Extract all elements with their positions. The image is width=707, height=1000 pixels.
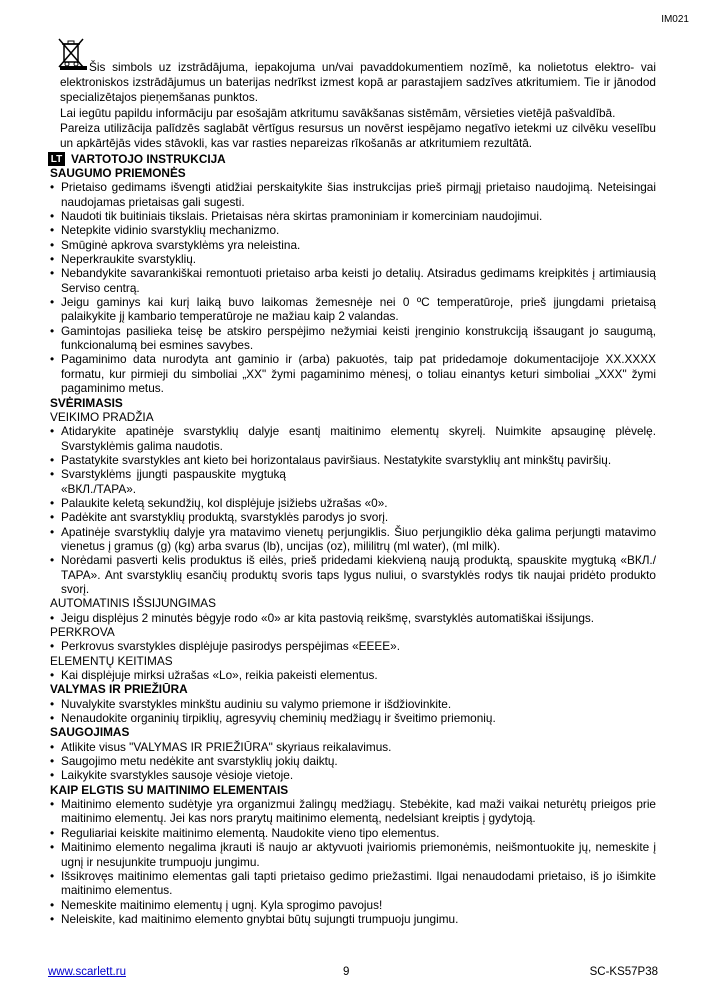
heading-start: VEIKIMO PRADŽIA (50, 409, 154, 424)
list-item: • Gamintojas pasilieka teisę be atskiro perspėjimo nežymiai keisti įrenginio konstrukciją išsaugant jo saugumą, funkcionalumą bei esmines savybes. (48, 324, 656, 353)
lv-disposal-text (60, 60, 656, 151)
list-item: • Naudoti tik buitiniais tikslais. Prietaisas nėra skirtas pramoniniam ir komerciniam naudojimui. (48, 209, 656, 223)
start-list (48, 424, 656, 596)
list-item: • Saugojimo metu nedėkite ant svarstyklių jokių daiktų. (48, 754, 656, 768)
list-item: • Neperkraukite svarstyklių. (48, 252, 656, 266)
storage-list (48, 740, 656, 783)
list-item: • Laikykite svarstykles sausoje vėsioje vietoje. (48, 768, 656, 782)
list-item: • Norėdami pasverti kelis produktus iš eilės, prieš pridedami kiekvieną naują produktą, spauskite mygtuką «ВКЛ./ТАРА». Ant svarstyklių esančių produktų svoris taps lygus nuliui, o svarstyklės rodys tik naujai pridėto produkto svorį. (48, 553, 656, 596)
list-item: • Atlikite visus "VALYMAS IR PRIEŽIŪRA" skyriaus reikalavimus. (48, 740, 656, 754)
list-item: • Nenaudokite organinių tirpiklių, agresyvių cheminių medžiagų ir šveitimo priemonių. (48, 711, 656, 725)
heading-cleaning: VALYMAS IR PRIEŽIŪRA (50, 682, 188, 697)
list-item: • Netepkite vidinio svarstyklių mechanizmo. (48, 223, 656, 237)
list-item: • Pagaminimo data nurodyta ant gaminio ir (arba) pakuotės, taip pat pridedamoje dokumentacijoje XX.XXXX formatu, kur pirmieji du simboliai „XX" žymi pagaminimo mėnesį, o toliau einantys keturi simboliai „XXX" žymi pagaminimo metus. (48, 352, 656, 395)
list-item: • Maitinimo elemento negalima įkrauti iš naujo ar aktyvuoti įvairiomis priemonėmis, neišmontuokite jų, nemeskite į ugnį ir nesujunkite trumpuoju jungimu. (48, 840, 656, 869)
list-item: • Padėkite ant svarstyklių produktą, svarstyklės parodys jo svorį. (48, 510, 656, 524)
list-item: • Jeigu gaminys kai kurį laiką buvo laikomas žemesnėje nei 0 ºC temperatūroje, prieš įjungdami prietaisą palaikykite jį kambario temperatūroje ne mažiau kaip 2 valandas. (48, 295, 656, 324)
list-item: • Apatinėje svarstyklių dalyje yra matavimo vienetų perjungiklis. Šiuo perjungiklio dėka galima perjungti matavimo vienetus į gramus (g) (kg) arba svarus (lb), uncijas (oz), mililitrų (ml water), (ml milk). (48, 525, 656, 554)
cleaning-list (48, 697, 656, 726)
list-item: • Neleiskite, kad maitinimo elemento gnybtai būtų sujungti trumpuoju jungimu. (48, 912, 656, 926)
lt-language-badge: LT (48, 152, 65, 166)
overload-list (48, 639, 656, 653)
model-number: SC-KS57P38 (589, 966, 658, 978)
list-item: • Atidarykite apatinėje svarstyklių dalyje esantį maitinimo elementų skyrelį. Nuimkite apsauginę plėvelę. Svarstyklėmis galima naudotis. (48, 424, 656, 453)
safety-list (48, 180, 656, 395)
heading-storage: SAUGOJIMAS (50, 725, 130, 740)
list-item: • Nebandykite savarankiškai remontuoti prietaiso arba keisti jo detalių. Atsiradus gedimams kreipkitės į artimiausią Serviso centrą. (48, 266, 656, 295)
lv-paragraph: Pareiza utilizācija palīdzēs saglabāt vērtīgus resursus un novērst iespējamo negatīvo ietekmi uz cilvēku veselību un apkārtējās vides stāvokli, kas var rasties nepareizas rīkošanās ar atkritumiem rezultātā. (60, 120, 656, 151)
heading-weighing: SVĖRIMASIS (50, 395, 123, 410)
list-item: • Pastatykite svarstykles ant kieto bei horizontalaus paviršiaus. Nestatykite svarstyklių ant minkštų paviršių. (48, 453, 656, 467)
list-item: • Nuvalykite svarstykles minkštu audiniu su valymo priemone ir išdžiovinkite. (48, 697, 656, 711)
list-item: • Maitinimo elemento sudėtyje yra organizmui žalingų medžiagų. Stebėkite, kad maži vaikai neturėtų prieigos prie maitinimo elementų. Jei kas nors prarytų maitinimo elementą, nedelsiant kreiptis į gydytoją. (48, 797, 656, 826)
heading-safety: SAUGUMO PRIEMONĖS (50, 166, 186, 180)
list-item: • Išsikrovęs maitinimo elementas gali tapti prietaiso gedimo priežastimi. Ilgai nenaudodami prietaiso, iš jo išimkite maitinimo elementus. (48, 869, 656, 898)
page-number: 9 (343, 966, 350, 978)
list-item: • Perkrovus svarstykles displėjuje pasirodys perspėjimas «EEEE». (48, 639, 656, 653)
lt-instructions (48, 166, 656, 926)
lv-paragraph: Lai iegūtu papildu informāciju par esošajām atkritumu savākšanas sistēmām, vērsieties vietējā pašvaldībā. (60, 105, 616, 120)
lv-paragraph: Šis simbols uz izstrādājuma, iepakojuma un/vai pavaddokumentiem nozīmē, ka nolietotus elektro- vai elektroniskos izstrādājumus un baterijas nedrīkst izmest kopā ar parastajiem sadzīves atkritumiem. Tie ir jānodod specializētajos pieņemšanas punktos. (60, 60, 656, 105)
list-item: • Reguliariai keiskite maitinimo elementą. Naudokite vieno tipo elementus. (48, 826, 656, 840)
section-title: VARTOTOJO INSTRUKCIJA (71, 152, 226, 166)
heading-battery-change: ELEMENTŲ KEITIMAS (50, 653, 173, 668)
list-item: • Svarstyklėms įjungti paspauskite mygtuką «ВКЛ./ТАРА». (48, 467, 656, 496)
battery-change-list (48, 668, 656, 682)
battery-handling-list (48, 797, 656, 926)
list-item: • Prietaiso gedimams išvengti atidžiai perskaitykite šias instrukcijas prieš pirmąjį prietaiso naudojimą. Neteisingai naudojamas prietaisas gali sugesti. (48, 180, 656, 209)
list-item: • Jeigu displėjus 2 minutės bėgyje rodo «0» ar kita pastovią reikšmę, svarstyklės automatiškai išsijungs. (48, 611, 656, 625)
heading-battery-handling: KAIP ELGTIS SU MAITINIMO ELEMENTAIS (50, 782, 289, 797)
list-item: • Nemeskite maitinimo elementų į ugnį. Kyla sprogimo pavojus! (48, 898, 656, 912)
heading-auto-off: AUTOMATINIS IŠSIJUNGIMAS (50, 596, 217, 611)
website-link[interactable]: www.scarlett.ru (48, 966, 126, 978)
list-item: • Kai displėjuje mirksi užrašas «Lo», reikia pakeisti elementus. (48, 668, 656, 682)
list-item: • Smūginė apkrova svarstyklėms yra neleistina. (48, 238, 656, 252)
list-item: • Palaukite keletą sekundžių, kol displėjuje įsižiebs užrašas «0». (48, 496, 656, 510)
document-code: IM021 (661, 14, 689, 25)
auto-off-list (48, 611, 656, 625)
lt-section-header (48, 152, 226, 166)
heading-overload: PERKROVA (50, 625, 115, 639)
